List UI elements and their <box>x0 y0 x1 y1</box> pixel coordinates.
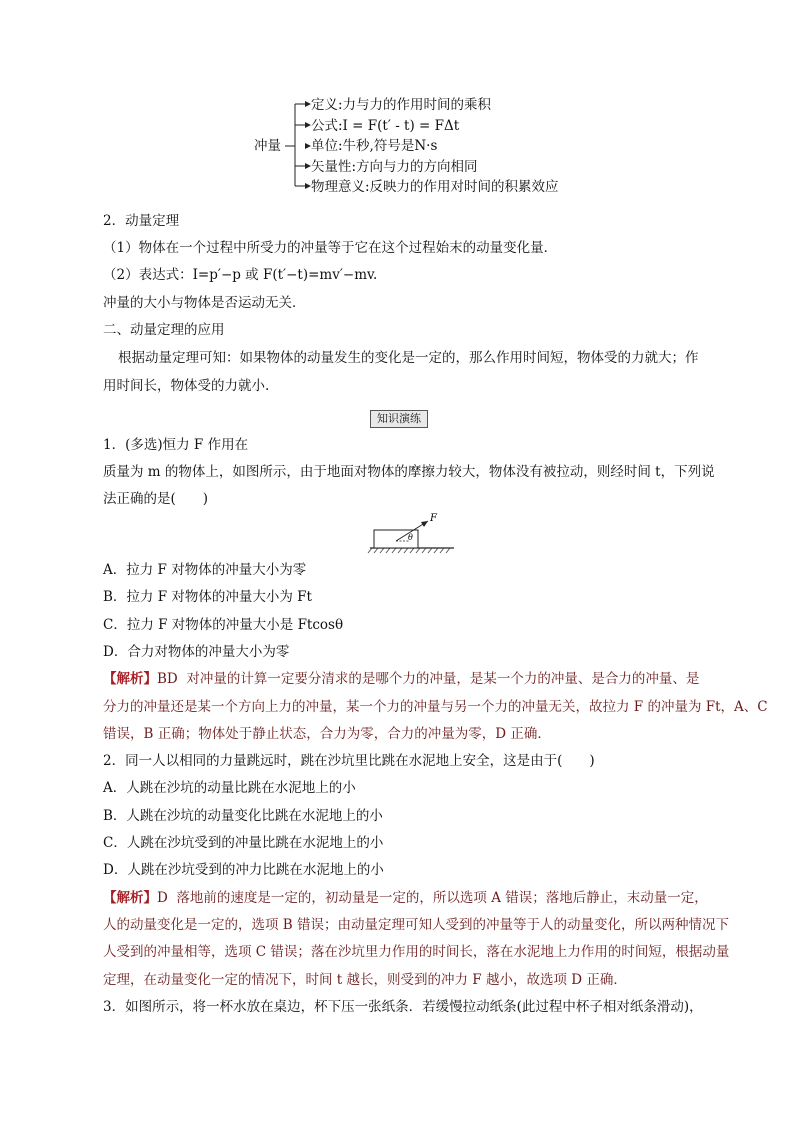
q2-option-d: D．人跳在沙坑受到的冲力比跳在水泥地上的小 <box>103 862 384 878</box>
q2-answer: D <box>157 890 168 906</box>
q1-analysis-line2: 分力的冲量还是某一个方向上力的冲量，某一个力的冲量与另一个力的冲量无关，故拉力 F 的冲量为 Ft，A、C <box>103 699 768 715</box>
q2-option-b: B．人跳在沙坑的动量变化比跳在水泥地上的小 <box>103 808 383 824</box>
q1-analysis-text1: 对冲量的计算一定要分清求的是哪个力的冲量，是某一个力的冲量、是合力的冲量、是 <box>186 671 700 687</box>
concept-map-formula: 公式:I = F(t′ - t) = FΔt <box>311 118 460 134</box>
q1-analysis-tag: 【解析】 <box>103 671 157 687</box>
practice-banner: 知识演练 <box>370 410 428 428</box>
q1-figure-angle-label: θ <box>408 533 413 542</box>
momentum-theorem-note: 冲量的大小与物体是否运动无关． <box>103 295 306 311</box>
q1-analysis-line3: 错误，B 正确；物体处于静止状态，合力为零，合力的冲量为零，D 正确． <box>103 726 551 742</box>
q2-analysis-line3: 人受到的冲量相等，选项 C 错误；落在沙坑里力作用的时间长，落在水泥地上力作用的时间短，根据动量 <box>103 944 730 960</box>
q1-option-c: C．拉力 F 对物体的冲量大小是 Ftcosθ <box>103 617 344 633</box>
q1-option-b: B．拉力 F 对物体的冲量大小为 Ft <box>103 589 312 605</box>
q2-analysis-line4: 定理，在动量变化一定的情况下，时间 t 越长，则受到的冲力 F 越小，故选项 D 正确． <box>103 972 627 988</box>
momentum-theorem-heading: 2．动量定理 <box>103 213 180 229</box>
momentum-theorem-expression: （2）表达式：I=p′−p 或 F(t′−t)=mv′−mv. <box>103 267 378 283</box>
concept-map-definition: 定义:力与力的作用时间的乘积 <box>311 97 492 113</box>
q3-stem: 3．如图所示，将一杯水放在桌边，杯下压一张纸条．若缓慢拉动纸条(此过程中杯子相对纸条滑动)， <box>103 999 703 1015</box>
concept-map-vector: 矢量性:方向与力的方向相同 <box>311 159 478 175</box>
q1-option-a: A．拉力 F 对物体的冲量大小为零 <box>103 562 307 578</box>
q1-stem-line3: 法正确的是( ) <box>103 491 209 507</box>
q1-stem-line1: 1．(多选)恒力 F 作用在 <box>103 437 249 453</box>
momentum-theorem-statement: （1）物体在一个过程中所受力的冲量等于它在这个过程始末的动量变化量． <box>103 240 558 256</box>
q2-analysis-text1: 落地前的速度是一定的，初动量是一定的，所以选项 A 错误；落地后静止，末动量一定， <box>176 890 708 906</box>
q2-option-a: A．人跳在沙坑的动量比跳在水泥地上的小 <box>103 780 356 796</box>
q2-analysis-tag: 【解析】 <box>103 890 157 906</box>
concept-map-unit: 单位:牛秒,符号是N·s <box>311 138 438 154</box>
concept-map-meaning: 物理意义:反映力的作用对时间的积累效应 <box>311 179 559 195</box>
q2-stem: 2．同一人以相同的力量跳远时，跳在沙坑里比跳在水泥地上安全，这是由于( ) <box>103 753 595 769</box>
q1-option-d: D．合力对物体的冲量大小为零 <box>103 644 290 660</box>
q1-analysis-line1 <box>103 670 699 688</box>
application-paragraph-line1: 根据动量定理可知：如果物体的动量发生的变化是一定的，那么作用时间短，物体受的力就大；作 <box>118 350 699 366</box>
q2-option-c: C．人跳在沙坑受到的冲量比跳在水泥地上的小 <box>103 835 384 851</box>
application-heading: 二、动量定理的应用 <box>103 322 225 338</box>
q1-answer: BD <box>157 671 178 687</box>
q2-analysis-line1 <box>103 889 708 907</box>
q2-analysis-line2: 人的动量变化是一定的，选项 B 错误；由动量定理可知人受到的冲量等于人的动量变化，所以两种情况下 <box>103 917 730 933</box>
q1-figure-force-label: F <box>430 513 437 524</box>
application-paragraph-line2: 用时间长，物体受的力就小. <box>103 378 270 394</box>
q1-stem-line2: 质量为 m 的物体上，如图所示，由于地面对物体的摩擦力较大，物体没有被拉动，则经时间 t，下列说 <box>103 464 715 480</box>
q1-figure <box>366 510 458 554</box>
concept-map-root: 冲量 <box>254 138 281 154</box>
